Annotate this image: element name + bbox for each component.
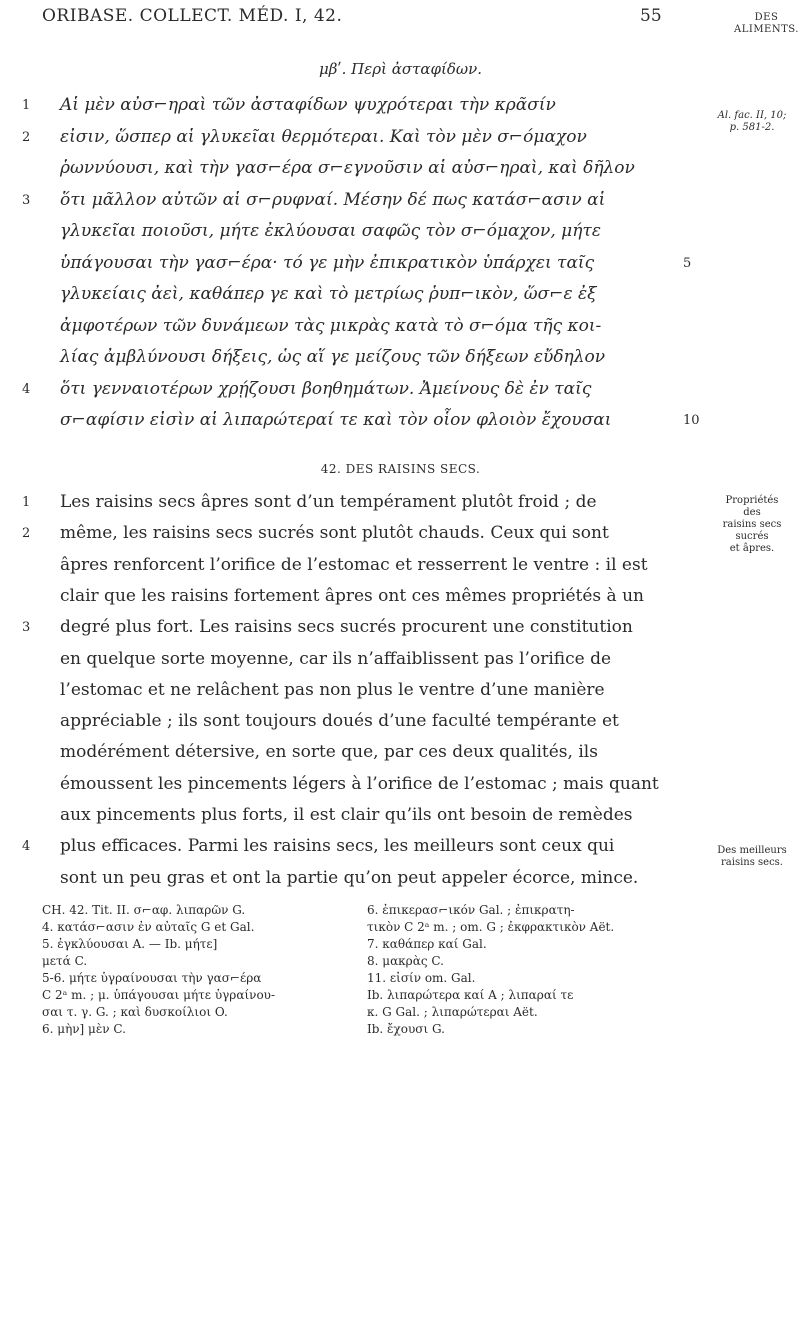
greek-text-line: ἀμφοτέρων τῶν δυνάμεων τὰς μικρὰς κατὰ τὸ σ⌐όμα τῆς κοι- [60, 315, 602, 336]
margin-note-line: Al. fac. II, 10; [717, 110, 787, 121]
note-line: 7. καθάπερ καί Gal. [367, 937, 487, 951]
note-line: CH. 42. Tit. II. σ⌐αφ. λιπαρῶν G. [42, 903, 246, 917]
margin-note-line: raisins secs [722, 519, 782, 530]
margin-note-line: Propriétés [725, 495, 779, 506]
note-line: 11. εἰσίν om. Gal. [367, 971, 476, 985]
line-number: 4 [22, 381, 31, 397]
margin-note-line: sucrés [735, 531, 769, 542]
running-head-section-line: DES [754, 12, 779, 23]
french-text-line: sont un peu gras et ont la partie qu’on peut appeler écorce, mince. [60, 867, 639, 888]
line-number: 3 [22, 192, 31, 208]
line-number: 2 [22, 526, 31, 542]
note-line: 6. ἐπικερασ⌐ικόν Gal. ; ἐπικρατη- [367, 903, 575, 917]
greek-text-line: γλυκεῖαι ποιοῦσι, μήτε ἐκλύουσαι σαφῶς τὸν σ⌐όμαχον, μήτε [60, 221, 601, 241]
greek-text-line: ὅτι γενναιοτέρων χρῄζουσι βοηθημάτων. Ἀμείνους δὲ ἐν ταῖς [60, 378, 592, 399]
note-line: C 2ᵃ m. ; μ. ὑπάγουσαι μήτε ὑγραίνου- [42, 988, 276, 1002]
note-line: 8. μακρὰς C. [367, 954, 444, 968]
margin-note-line: des [743, 507, 761, 518]
french-text-line: degré plus fort. Les raisins secs sucrés procurent une constitution [60, 617, 633, 638]
note-line: Ib. ἔχουσι G. [367, 1022, 445, 1036]
note-line: 6. μὴν] μὲν C. [42, 1022, 126, 1036]
running-head-section [734, 12, 799, 36]
apparatus-notes-left [42, 902, 352, 1038]
margin-note-line: Des meilleurs [717, 845, 787, 856]
greek-text-line: Αἱ μὲν αὐσ⌐ηραὶ τῶν ἀσταφίδων ψυχρότεραι τὴν κρᾶσίν [60, 95, 556, 115]
french-text-line: appréciable ; ils sont toujours doués d’une faculté tempérante et [60, 711, 619, 732]
greek-chapter-title: μβʹ. Περὶ ἀσταφίδων. [318, 60, 483, 78]
margin-note-line: p. 581-2. [729, 122, 775, 133]
greek-text-line: σ⌐αφίσιν εἰσὶν αἱ λιπαρώτεραί τε καὶ τὸν οἷον φλοιὸν ἔχουσαι [60, 410, 612, 430]
greek-text-line: εἰσιν, ὥσπερ αἱ γλυκεῖαι θερμότεραι. Καὶ τὸν μὲν σ⌐όμαχον [60, 126, 587, 147]
note-line: 4. κατάσ⌐ασιν ἐν αὐταῖς G et Gal. [42, 920, 255, 934]
right-line-count: 10 [683, 413, 700, 428]
margin-note-line: raisins secs. [721, 857, 783, 868]
note-line: σαι τ. γ. G. ; καὶ δυσκοίλιοι O. [42, 1005, 228, 1019]
french-text-line: en quelque sorte moyenne, car ils n’affaiblissent pas l’orifice de [60, 648, 612, 669]
note-line: τικὸν C 2ᵃ m. ; om. G ; ἐκφρακτικὸν Aët. [367, 920, 615, 934]
french-text-line: âpres renforcent l’orifice de l’estomac et resserrent le ventre : il est [60, 554, 648, 575]
page-number: 55 [640, 6, 662, 26]
apparatus-notes-right [367, 902, 697, 1038]
line-number: 2 [22, 129, 31, 145]
french-chapter-title: 42. DES RAISINS SECS. [320, 462, 481, 476]
french-text-line: même, les raisins secs sucrés sont plutôt chauds. Ceux qui sont [60, 523, 609, 544]
note-line: κ. G Gal. ; λιπαρώτεραι Aët. [367, 1005, 538, 1019]
running-head-title: ORIBASE. COLLECT. MÉD. I, 42. [42, 6, 343, 26]
french-text-line: aux pincements plus forts, il est clair qu’ils ont besoin de remèdes [60, 805, 633, 825]
french-text-line: modérément détersive, en sorte que, par ces deux qualités, ils [60, 742, 598, 763]
greek-text-line: λίας ἀμβλύνουσι δήξεις, ὡς αἵ γε μείζους τῶν δήξεων εὔδηλον [60, 347, 606, 367]
greek-margin-note [713, 110, 791, 134]
french-margin-note-best [713, 845, 791, 869]
note-line: μετά C. [42, 954, 88, 968]
note-line: 5-6. μήτε ὑγραίνουσαι τὴν γασ⌐έρα [42, 971, 262, 985]
line-number: 4 [22, 839, 31, 855]
greek-text-line: ὑπάγουσαι τὴν γασ⌐έρα· τό γε μὴν ἐπικρατικὸν ὑπάρχει ταῖς [60, 252, 595, 273]
french-text-line: plus efficaces. Parmi les raisins secs, les meilleurs sont ceux qui [60, 836, 615, 857]
line-number: 3 [22, 620, 31, 636]
french-text-line: l’estomac et ne relâchent pas non plus le ventre d’une manière [60, 679, 605, 700]
line-number: 1 [22, 495, 31, 510]
french-text-line: clair que les raisins fortement âpres ont ces mêmes propriétés à un [60, 585, 644, 606]
greek-text-line: ῥωννύουσι, καὶ τὴν γασ⌐έρα σ⌐εγνοῦσιν αἱ αὐσ⌐ηραὶ, καὶ δῆλον [60, 158, 635, 178]
french-text-line: émoussent les pincements légers à l’orifice de l’estomac ; mais quant [60, 773, 659, 794]
right-line-count: 5 [683, 255, 692, 271]
running-head-section-line: ALIMENTS. [734, 24, 799, 35]
french-text-line: Les raisins secs âpres sont d’un tempérament plutôt froid ; de [60, 492, 597, 512]
note-line: Ib. λιπαρώτερα καί A ; λιπαραί τε [367, 988, 574, 1002]
note-line: 5. ἐγκλύουσαι A. — Ib. μήτε] [42, 937, 218, 951]
greek-text-line: γλυκείαις ἀεὶ, καθάπερ γε καὶ τὸ μετρίως ῥυπ⌐ικὸν, ὥσ⌐ε ἐξ [60, 284, 597, 304]
french-margin-note-properties [713, 495, 791, 555]
greek-text-line: ὅτι μᾶλλον αὐτῶν αἱ σ⌐ρυφναί. Μέσην δέ πως κατάσ⌐ασιν αἱ [60, 189, 606, 210]
line-number: 1 [22, 98, 31, 113]
margin-note-line: et âpres. [729, 543, 775, 554]
